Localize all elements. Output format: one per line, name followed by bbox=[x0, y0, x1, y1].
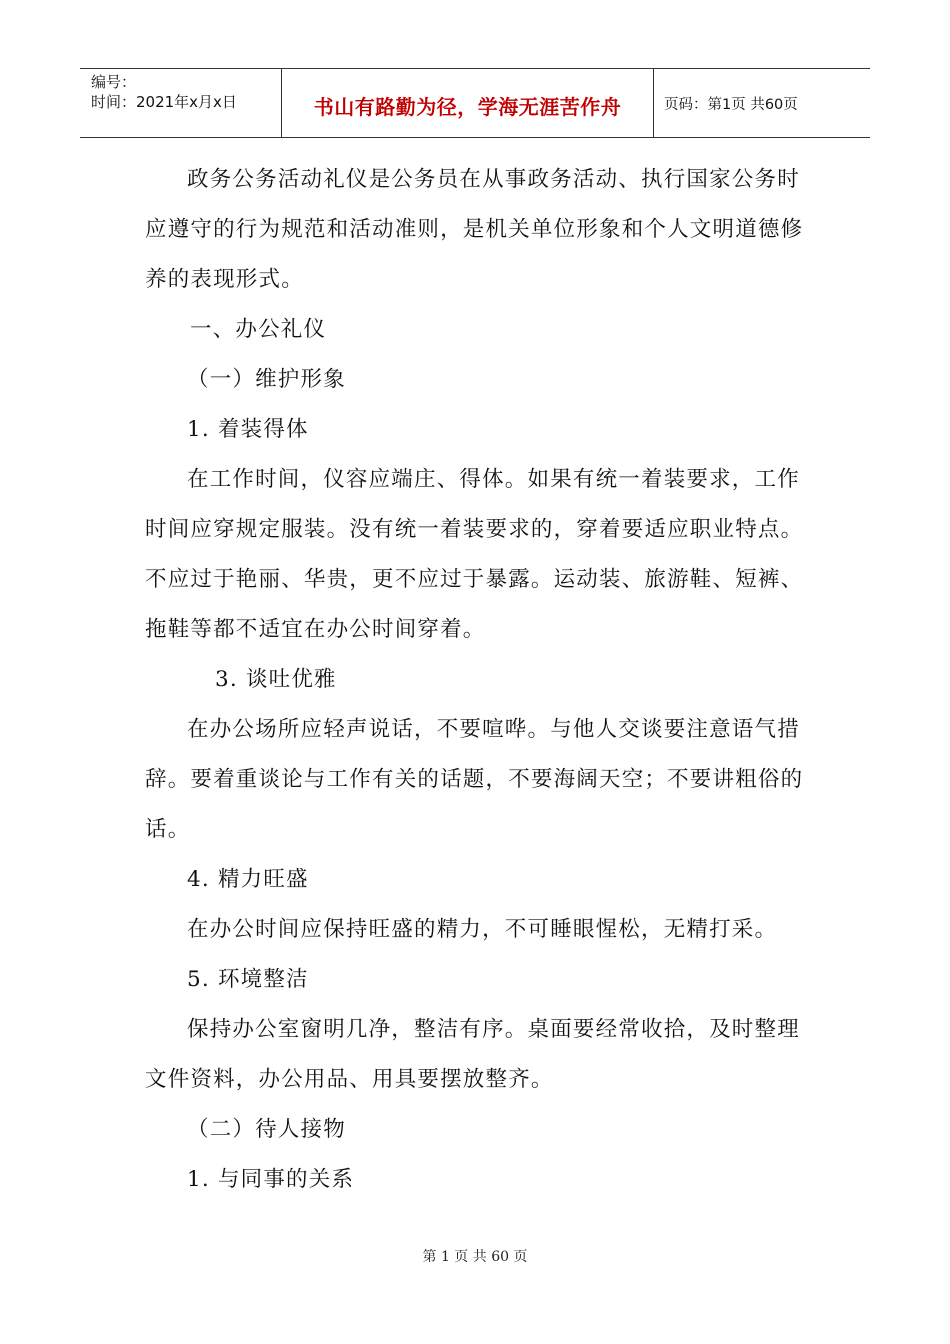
header-meta-cell bbox=[80, 69, 282, 137]
header-page-label: 页码：第1页 共60页 bbox=[664, 97, 798, 113]
page-footer: 第 1 页 共 60 页 bbox=[422, 1249, 528, 1265]
body-line: 应遵守的行为规范和活动准则，是机关单位形象和个人文明道德修 bbox=[145, 217, 804, 242]
body-line: 话。 bbox=[145, 817, 191, 842]
body-line: 政务公务活动礼仪是公务员在从事政务活动、执行国家公务时 bbox=[187, 167, 800, 192]
body-line: 在办公场所应轻声说话，不要喧哗。与他人交谈要注意语气措 bbox=[187, 717, 800, 742]
header-motto: 书山有路勤为径，学海无涯苦作舟 bbox=[313, 95, 622, 119]
item-heading: 5. 环境整洁 bbox=[187, 967, 309, 992]
body-line: 不应过于艳丽、华贵，更不应过于暴露。运动装、旅游鞋、短裤、 bbox=[145, 567, 804, 592]
header-page-cell bbox=[654, 69, 870, 137]
header-motto-cell bbox=[282, 69, 654, 137]
body-line: 时间应穿规定服装。没有统一着装要求的，穿着要适应职业特点。 bbox=[145, 517, 804, 542]
body-line: 在工作时间，仪容应端庄、得体。如果有统一着装要求，工作 bbox=[187, 467, 800, 492]
body-line: 辞。要着重谈论与工作有关的话题，不要海阔天空；不要讲粗俗的 bbox=[145, 767, 804, 792]
subsection-heading: （二）待人接物 bbox=[187, 1117, 346, 1142]
body-line: 保持办公室窗明几净，整洁有序。桌面要经常收拾，及时整理 bbox=[187, 1017, 800, 1042]
item-heading: 1. 与同事的关系 bbox=[187, 1167, 355, 1192]
item-heading: 4. 精力旺盛 bbox=[187, 867, 309, 892]
subsection-heading: （一）维护形象 bbox=[187, 367, 346, 392]
document-header bbox=[80, 68, 870, 138]
body-line: 文件资料，办公用品、用具要摆放整齐。 bbox=[145, 1067, 554, 1092]
body-line: 拖鞋等都不适宜在办公时间穿着。 bbox=[145, 617, 486, 642]
section-heading: 一、办公礼仪 bbox=[190, 317, 327, 342]
item-heading: 1. 着装得体 bbox=[187, 417, 309, 442]
body-line: 养的表现形式。 bbox=[145, 267, 304, 292]
doc-time-label: 时间：2021年x月x日 bbox=[91, 93, 237, 111]
item-heading: 3. 谈吐优雅 bbox=[215, 667, 337, 692]
doc-number-label: 编号： bbox=[91, 73, 137, 91]
body-line: 在办公时间应保持旺盛的精力，不可睡眼惺松，无精打采。 bbox=[187, 917, 778, 942]
